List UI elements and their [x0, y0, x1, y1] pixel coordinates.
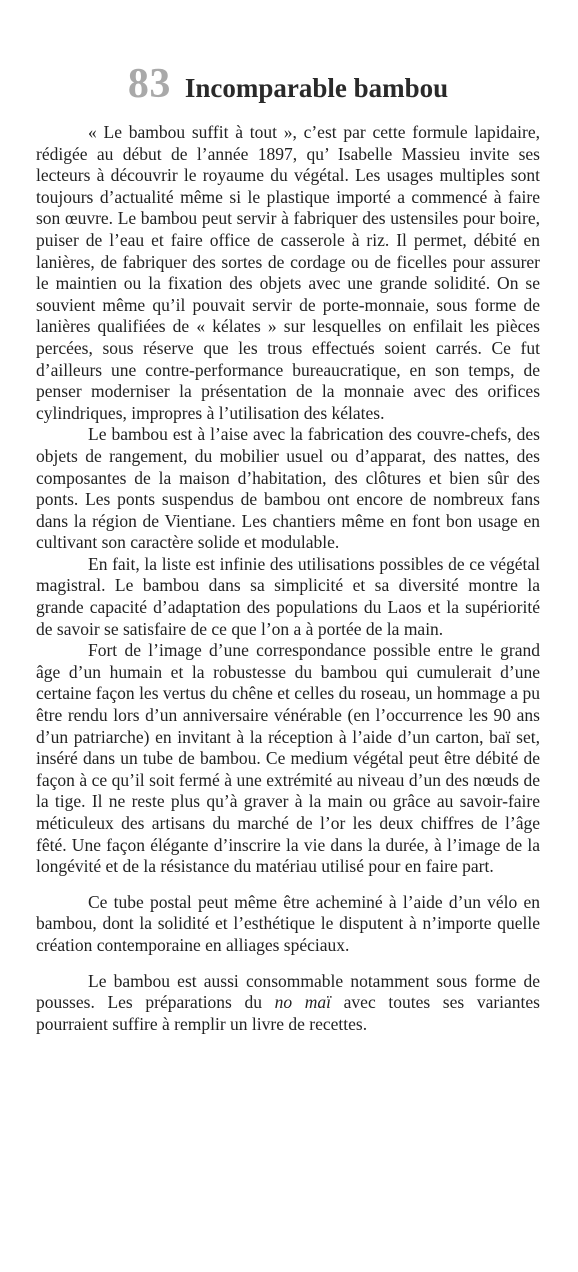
dish-name-italic: no maï	[274, 992, 332, 1013]
paragraph-6-end: avec toutes ses variantes pourraient suffire à remplir un livre de recettes.	[36, 992, 540, 1034]
paragraph-4: Fort de l’image d’une correspondance possible entre le grand âge d’un humain et la robustesse du bambou qui cumulerait d’une certaine façon les vertus du chêne et celles du roseau, un hommage a pu être rendu lors d’un anniversaire vénérable (en l’occurrence les 90 ans d’un patriarche) en invitant à la réception à l’aide d’un carton, baï set, inséré dans un tube de bambou. Ce medium végétal peut être débité de façon à ce qu’il soit fermé à une extrémité au niveau d’un des nœuds de la tige. Il ne reste plus qu’à graver à la main ou grâce au savoir-faire méticuleux des artisans du marché de l’or les deux chiffres de l’âge fêté. Une façon élégante d’inscrire la vie dans la durée, à l’image de la longévité et de la résistance du matériau utilisé pour en faire part.	[36, 640, 540, 877]
chapter-title: Incomparable bambou	[184, 73, 449, 103]
paragraph-6	[36, 971, 540, 1036]
chapter-number: 83	[127, 61, 171, 107]
chapter-heading	[36, 60, 540, 112]
paragraph-2: Le bambou est à l’aise avec la fabrication des couvre-chefs, des objets de rangement, du mobilier usuel ou d’apparat, des nattes, des composantes de la maison d’habitation, des clôtures et bien sûr des ponts. Les ponts suspendus de bambou ont encore de nombreux fans dans la région de Vientiane. Les chantiers même en font bon usage en cultivant son caractère solide et modulable.	[36, 424, 540, 553]
paragraph-5: Ce tube postal peut même être acheminé à l’aide d’un vélo en bambou, dont la solidité et l’esthétique le disputent à n’importe quelle création contemporaine en alliages spéciaux.	[36, 891, 540, 955]
paragraph-6-start: Le bambou est aussi consommable notamment sous forme de pousses. Les préparations du	[36, 970, 540, 1013]
paragraph-3: En fait, la liste est infinie des utilisations possibles de ce végétal magistral. Le bambou dans sa simplicité et sa diversité montre la grande capacité d’adaptation des populations du Laos et la supériorité de savoir se satisfaire de ce que l’on a à portée de la main.	[36, 553, 540, 639]
chapter-body	[36, 122, 540, 1035]
paragraph-1: « Le bambou suffit à tout », c’est par cette formule lapidaire, rédigée au début de l’année 1897, qu’ Isabelle Massieu invite ses lecteurs à découvrir le royaume du végétal. Les usages multiples sont toujours d’actualité même si le plastique importé a commencé à faire son œuvre. Le bambou peut servir à fabriquer des ustensiles pour boire, puiser de l’eau et faire office de casserole à riz. Il permet, débité en lanières, de fabriquer des sortes de cordage ou de ficelles pour assurer le maintien ou la fixation des objets avec une grande solidité. On se souvient même qu’il pouvait servir de porte-monnaie, sous forme de lanières qualifiées de « kélates » sur lesquelles on enfilait les pièces percées, sous réserve que les trous effectués soient carrés. Ce fut d’ailleurs une contre-performance bureaucratique, en son temps, de penser moderniser la présentation de la monnaie avec des orifices cylindriques, impropres à l’utilisation des kélates.	[36, 122, 540, 423]
